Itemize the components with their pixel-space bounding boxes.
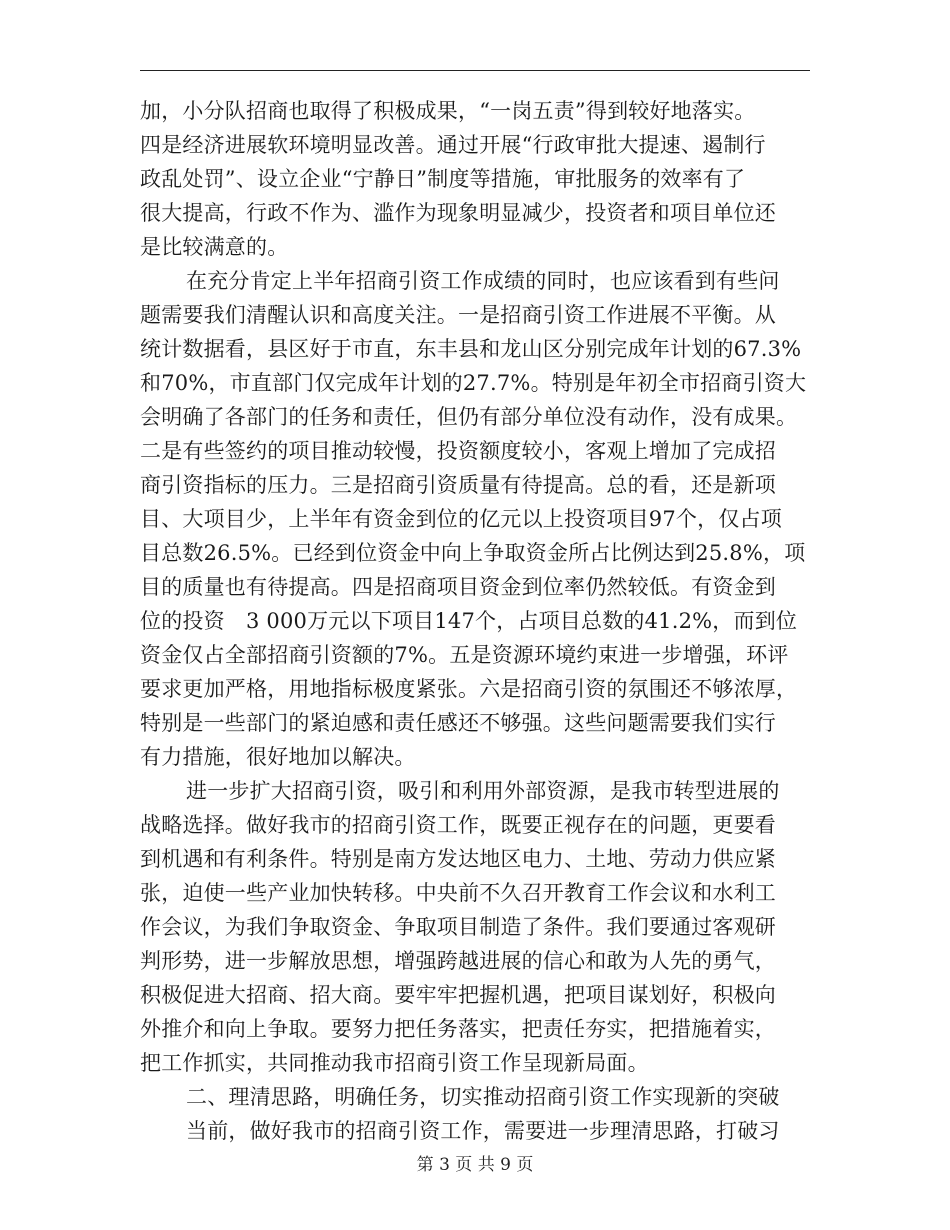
paragraph-start: 在充分肯定上半年招商引资工作成绩的同时，也应该看到有些问 bbox=[186, 269, 780, 293]
paragraph-start: 当前，做好我市的招商引资工作，需要进一步理清思路，打破习 bbox=[186, 1119, 780, 1143]
text-line: 外推介和向上争取。要努力把任务落实，把责任夯实，把措施着实， bbox=[140, 1017, 776, 1041]
text-line: 积极促进大招商、招大商。要牢牢把握机遇，把项目谋划好，积极向 bbox=[140, 983, 776, 1007]
section-heading: 二、理清思路，明确任务，切实推动招商引资工作实现新的突破 bbox=[186, 1085, 780, 1109]
text-line: 张，迫使一些产业加快转移。中央前不久召开教育工作会议和水利工 bbox=[140, 881, 776, 905]
text-line: 位的投资 3 000万元以下项目147个，占项目总数的41.2%，而到位 bbox=[140, 609, 798, 633]
text-line: 把工作抓实，共同推动我市招商引资工作呈现新局面。 bbox=[140, 1051, 649, 1075]
body-text bbox=[140, 94, 820, 1148]
text-line: 目、大项目少，上半年有资金到位的亿元以上投资项目97个，仅占项 bbox=[140, 507, 782, 531]
text-line: 资金仅占全部招商引资额的7%。五是资源环境约束进一步增强，环评 bbox=[140, 643, 789, 667]
text-line: 作会议，为我们争取资金、争取项目制造了条件。我们要通过客观研 bbox=[140, 915, 776, 939]
text-line: 战略选择。做好我市的招商引资工作，既要正视存在的问题，更要看 bbox=[140, 813, 776, 837]
text-line: 判形势，进一步解放思想，增强跨越进展的信心和敢为人先的勇气， bbox=[140, 949, 776, 973]
paragraph-start: 进一步扩大招商引资，吸引和利用外部资源，是我市转型进展的 bbox=[186, 779, 780, 803]
text-line: 是比较满意的。 bbox=[140, 235, 289, 259]
text-line: 特别是一些部门的紧迫感和责任感还不够强。这些问题需要我们实行 bbox=[140, 711, 776, 735]
text-line: 商引资指标的压力。三是招商引资质量有待提高。总的看，还是新项 bbox=[140, 473, 776, 497]
header-rule bbox=[140, 70, 810, 71]
text-line: 到机遇和有利条件。特别是南方发达地区电力、土地、劳动力供应紧 bbox=[140, 847, 776, 871]
page-number: 第 3 页 共 9 页 bbox=[416, 1155, 534, 1175]
text-line: 四是经济进展软环境明显改善。通过开展“行政审批大提速、遏制行 bbox=[140, 133, 766, 157]
text-line: 统计数据看，县区好于市直，东丰县和龙山区分别完成年计划的67.3% bbox=[140, 337, 802, 361]
text-line: 题需要我们清醒认识和高度关注。一是招商引资工作进展不平衡。从 bbox=[140, 303, 776, 327]
text-line: 会明确了各部门的任务和责任，但仍有部分单位没有动作，没有成果。 bbox=[140, 405, 798, 429]
text-line: 和70%，市直部门仅完成年计划的27.7%。特别是年初全市招商引资大 bbox=[140, 371, 807, 395]
text-line: 要求更加严格，用地指标极度紧张。六是招商引资的氛围还不够浓厚， bbox=[140, 677, 798, 701]
text-line: 很大提高，行政不作为、滥作为现象明显减少，投资者和项目单位还 bbox=[140, 201, 776, 225]
text-line: 目的质量也有待提高。四是招商项目资金到位率仍然较低。有资金到 bbox=[140, 575, 776, 599]
text-line: 二是有些签约的项目推动较慢，投资额度较小，客观上增加了完成招 bbox=[140, 439, 776, 463]
text-line: 政乱处罚”、设立企业“宁静日”制度等措施，审批服务的效率有了 bbox=[140, 167, 746, 191]
text-line: 目总数26.5%。已经到位资金中向上争取资金所占比例达到25.8%，项 bbox=[140, 541, 806, 565]
text-line: 有力措施，很好地加以解决。 bbox=[140, 745, 416, 769]
text-line: 加，小分队招商也取得了积极成果，“一岗五责”得到较好地落实。 bbox=[140, 99, 756, 123]
